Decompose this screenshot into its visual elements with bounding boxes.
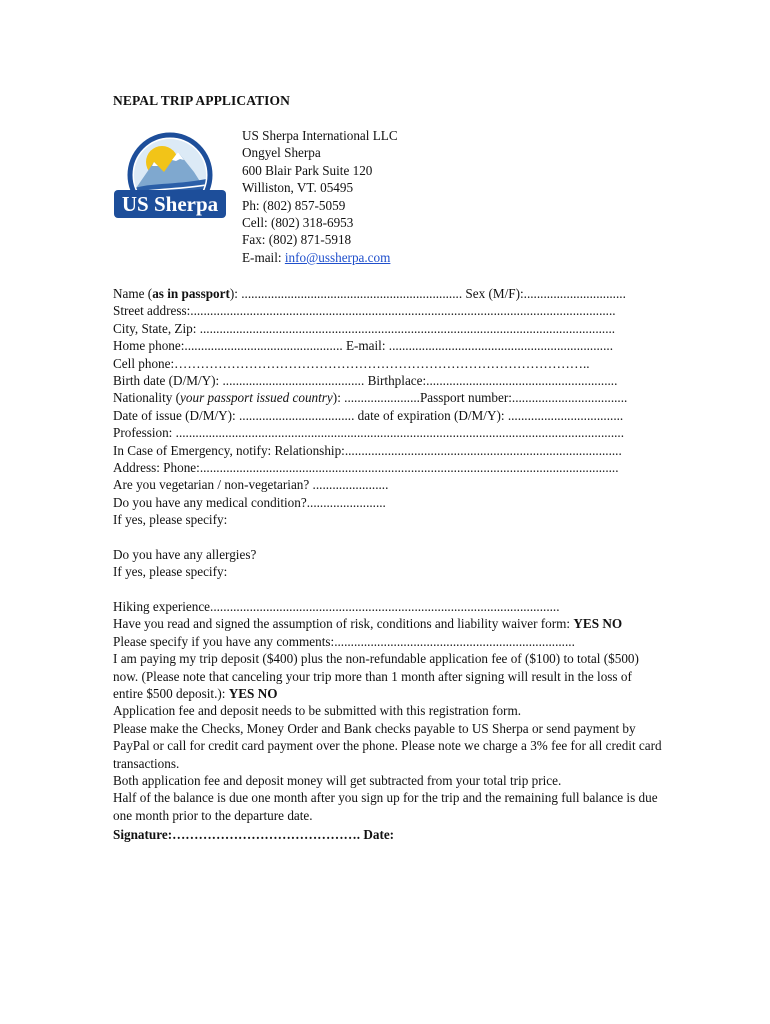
email-link[interactable]: info@ussherpa.com [284,249,391,265]
waiver-yes[interactable]: YES [573,616,600,632]
comments-field[interactable]: Please specify if you have any comments:......................................................................... [113,633,575,649]
issue-date-field[interactable]: Date of issue (D/M/Y): ................................... date of expiration (D/M/Y): ................................... [113,407,624,423]
emergency-address-field[interactable]: Address: Phone:............................................................................................................................... [113,459,619,475]
phone-email-field[interactable]: Home phone:................................................ E-mail: .................................................................... [113,338,613,354]
city-field[interactable]: City, State, Zip: .............................................................................................................................. [113,320,616,336]
medical-field[interactable]: Do you have any medical condition?........................ [113,494,386,510]
company-email-line [242,249,398,266]
hiking-field[interactable]: Hiking experience.......................................................................................................... [113,599,560,615]
emergency-field[interactable]: In Case of Emergency, notify: Relationship:.................................................................................... [113,442,622,458]
waiver-question: Have you read and signed the assumption of risk, conditions and liability waiver form: YES NO [113,616,623,632]
company-street: 600 Blair Park Suite 120 [242,162,373,178]
logo-text: US Sherpa [121,192,219,216]
subtract-note: Both application fee and deposit money will get subtracted from your total trip price. [113,773,562,789]
balance-note: Half of the balance is due one month after you sign up for the trip and the remaining full balance is due one month prior to the departure date. [113,790,658,823]
medical-specify-field[interactable]: If yes, please specify: [113,512,228,528]
email-label: E-mail: [242,249,285,265]
deposit-yes[interactable]: YES [228,686,255,702]
deposit-no[interactable]: NO [257,686,278,702]
deposit-statement: I am paying my trip deposit ($400) plus the non-refundable application fee of ($100) to total ($500) now. (Please note that canceling your trip more than 1 month after signing will result in the loss of entire $500 deposit.): YES NO [113,651,639,702]
cell-field[interactable]: Cell phone:………………………………………………………………………………….. [113,355,590,371]
application-form [113,285,663,844]
allergies-specify-field[interactable]: If yes, please specify: [113,564,228,580]
company-contact: Ongyel Sherpa [242,145,321,161]
profession-field[interactable]: Profession: ........................................................................................................................................ [113,425,625,441]
company-name: US Sherpa International LLC [242,128,398,143]
document-title: NEPAL TRIP APPLICATION [113,93,290,108]
company-phone: Ph: (802) 857-5059 [242,197,346,213]
signature-date-field[interactable]: Signature:……………………………………. Date: [113,827,395,843]
company-city: Williston, VT. 05495 [242,180,354,196]
us-sherpa-logo [112,128,228,234]
company-fax: Fax: (802) 871-5918 [242,232,352,248]
company-cell: Cell: (802) 318-6953 [242,215,354,231]
name-field[interactable]: Name (as in passport): ................................................................... Sex (M/F):............................... [113,286,626,301]
birth-field[interactable]: Birth date (D/M/Y): ........................................... Birthplace:.......................................................... [113,372,618,388]
vegetarian-field[interactable]: Are you vegetarian / non-vegetarian? ....................... [113,477,389,493]
allergies-label: Do you have any allergies? [113,546,257,562]
company-address [242,127,398,266]
street-field[interactable]: Street address:................................................................................................................................. [113,303,616,319]
submit-note: Application fee and deposit needs to be submitted with this registration form. [113,703,521,719]
nationality-field[interactable]: Nationality (your passport issued country): .......................Passport number:................................... [113,390,628,406]
waiver-no[interactable]: NO [602,616,623,632]
payment-note: Please make the Checks, Money Order and Bank checks payable to US Sherpa or send payment by PayPal or call for credit card payment over the phone. Please note we charge a 3% fee for all credit card transactions. [113,720,662,771]
